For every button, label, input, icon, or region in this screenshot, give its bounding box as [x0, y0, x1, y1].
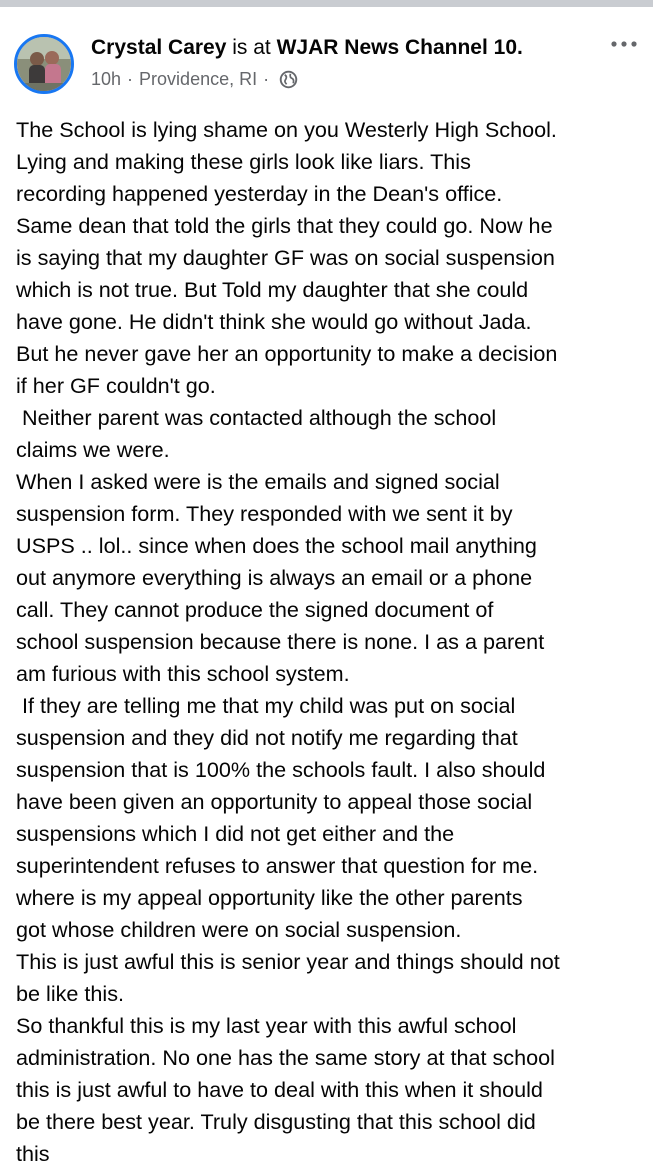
post-body-line: But he never gave her an opportunity to make a decision — [16, 341, 558, 366]
more-options-icon[interactable] — [609, 36, 639, 52]
location-tag-link[interactable]: WJAR News Channel 10. — [276, 36, 523, 59]
post-body-line: administration. No one has the same story at that school — [16, 1045, 555, 1070]
top-divider — [0, 0, 653, 7]
post-body-line: suspension and they did not notify me regarding that — [16, 725, 518, 750]
post-body-line: am furious with this school system. — [16, 661, 350, 686]
post-body-line: suspensions which I did not get either and the — [16, 821, 455, 846]
post-body-line: So thankful this is my last year with this awful school — [16, 1013, 517, 1038]
post-body-line: this is just awful to have to deal with this when it should — [16, 1077, 543, 1102]
post-body-line: If they are telling me that my child was put on social — [16, 693, 516, 718]
post-body-line: is saying that my daughter GF was on social suspension — [16, 245, 555, 270]
post-body-line: be like this. — [16, 981, 125, 1006]
facebook-post — [0, 7, 653, 1166]
author-avatar[interactable] — [14, 34, 74, 94]
author-name-link[interactable]: Crystal Carey — [91, 36, 227, 59]
post-header-title — [91, 35, 523, 61]
post-body-line: Same dean that told the girls that they could go. Now he — [16, 213, 553, 238]
post-body-line: be there best year. Truly disgusting that this school did — [16, 1109, 536, 1134]
post-body-line: suspension that is 100% the schools fault. I also should — [16, 757, 546, 782]
post-body-line: When I asked were is the emails and signed social — [16, 469, 500, 494]
post-body-line: school suspension because there is none. I as a parent — [16, 629, 545, 654]
post-time[interactable]: 10h — [91, 69, 122, 89]
globe-icon[interactable] — [279, 70, 298, 89]
post-body-line: recording happened yesterday in the Dean's office. — [16, 181, 503, 206]
post-body-line: USPS .. lol.. since when does the school mail anything — [16, 533, 537, 558]
is-at-text: is at — [226, 36, 277, 59]
post-body-line: have been given an opportunity to appeal those social — [16, 789, 533, 814]
post-body-line: got whose children were on social suspension. — [16, 917, 462, 942]
post-body-line: Lying and making these girls look like liars. This — [16, 149, 471, 174]
meta-separator: · — [127, 69, 134, 89]
post-body — [16, 114, 646, 1170]
post-place[interactable]: Providence, RI — [139, 69, 258, 89]
post-body-line: suspension form. They responded with we sent it by — [16, 501, 513, 526]
post-body-line: call. They cannot produce the signed document of — [16, 597, 494, 622]
post-body-line: Neither parent was contacted although the school — [16, 405, 497, 430]
post-body-line: claims we were. — [16, 437, 170, 462]
post-body-line: this — [16, 1141, 50, 1166]
post-body-line: superintendent refuses to answer that question for me. — [16, 853, 539, 878]
post-body-line: which is not true. But Told my daughter that she could — [16, 277, 529, 302]
avatar-photo-icon — [17, 37, 71, 91]
post-body-line: This is just awful this is senior year and things should not — [16, 949, 560, 974]
post-meta — [91, 67, 298, 91]
post-body-line: The School is lying shame on you Westerly High School. — [16, 117, 557, 142]
meta-separator-2: · — [263, 69, 270, 89]
post-body-line: if her GF couldn't go. — [16, 373, 216, 398]
post-body-line: have gone. He didn't think she would go without Jada. — [16, 309, 532, 334]
post-body-line: out anymore everything is always an email or a phone — [16, 565, 533, 590]
post-body-line: where is my appeal opportunity like the other parents — [16, 885, 523, 910]
